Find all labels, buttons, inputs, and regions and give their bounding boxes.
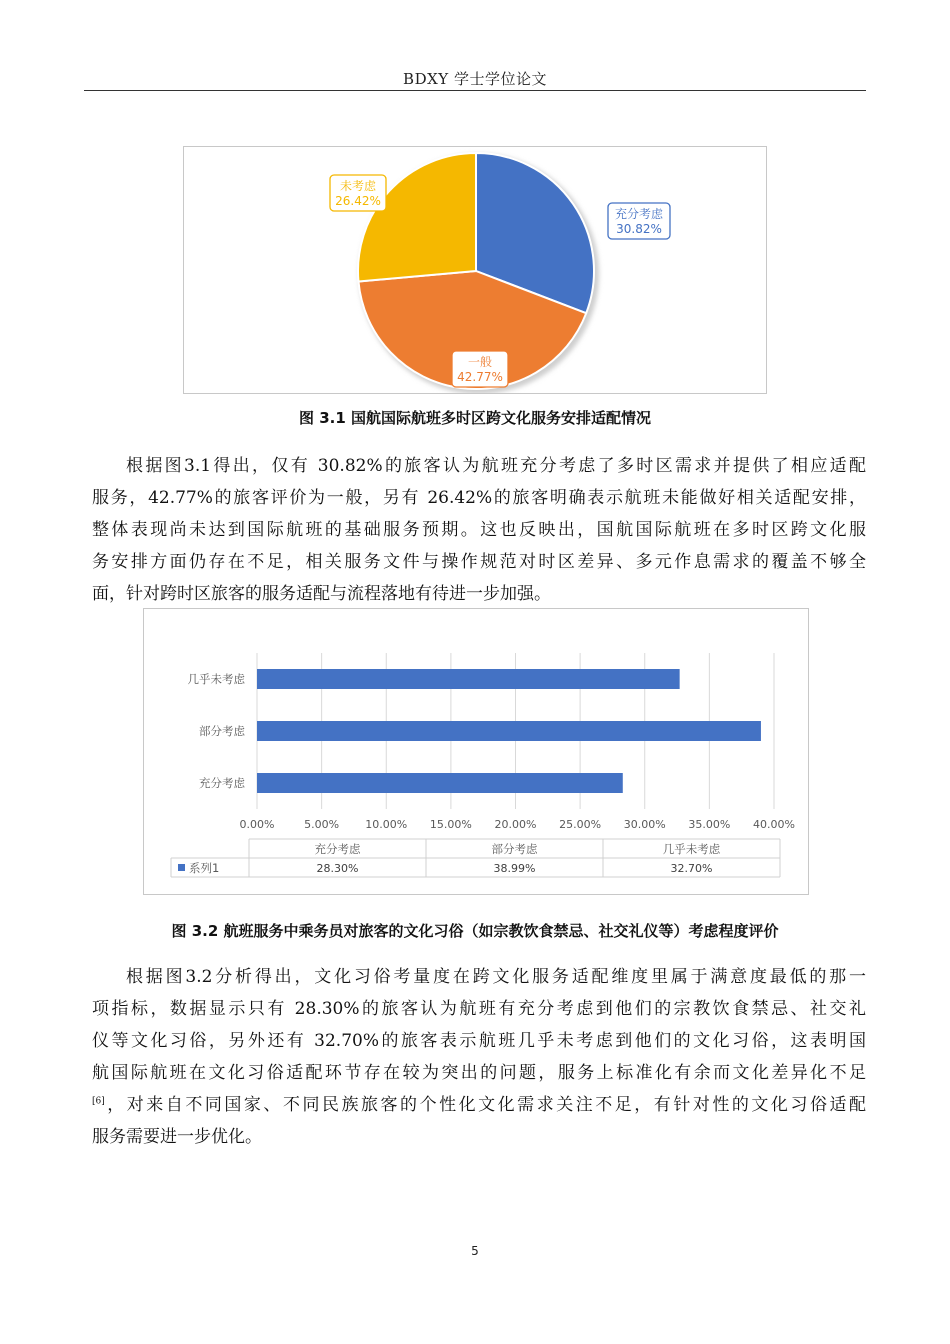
x-tick-label: 5.00% [304, 818, 340, 831]
table-value-cell: 28.30% [316, 862, 359, 875]
pie-label-value: 30.82% [616, 222, 662, 236]
paragraph-2-line [92, 1089, 866, 1121]
x-tick-label: 40.00% [753, 818, 795, 831]
paragraph-1-line: 服务，42.77%的旅客评价为一般，另有 26.42%的旅客明确表示航班未能做好相关适配安排， [92, 488, 866, 508]
table-header-cell: 部分考虑 [491, 842, 538, 856]
series-name: 系列1 [189, 861, 220, 875]
pie-label-value: 26.42% [335, 194, 381, 208]
x-tick-label: 20.00% [494, 818, 537, 831]
x-tick-label: 25.00% [559, 818, 602, 831]
paragraph-2-text: ，对来自不同国家、不同民族旅客的个性化文化需求关注不足，有针对性的文化习俗适配 [104, 1095, 866, 1115]
figure-1-caption: 图 3.1 国航国际航班多时区跨文化服务安排适配情况 [298, 409, 652, 427]
pie-label-category: 未考虑 [339, 179, 377, 193]
x-tick-label: 10.00% [365, 818, 408, 831]
header-rule [84, 90, 866, 91]
paragraph-1-line: 根据图3.1得出，仅有 30.82%的旅客认为航班充分考虑了多时区需求并提供了相应适配 [126, 456, 866, 476]
paragraph-1-line: 整体表现尚未达到国际航班的基础服务预期。这也反映出，国航国际航班在多时区跨文化服 [92, 520, 866, 540]
legend-key-square [178, 864, 185, 871]
bar [257, 721, 761, 741]
header-title: BDXY 学士学位论文 [403, 70, 547, 88]
x-tick-label: 15.00% [429, 818, 472, 831]
table-value-cell: 38.99% [493, 862, 536, 875]
citation-ref: [6] [92, 1096, 105, 1107]
paragraph-1-line: 务安排方面仍存在不足，相关服务文件与操作规范对时区差异、多元作息需求的覆盖不够全 [92, 552, 866, 572]
table-header-cell: 充分考虑 [314, 842, 361, 856]
pie-data-label [452, 351, 508, 387]
paragraph-1 [92, 450, 866, 610]
bar [257, 773, 623, 793]
x-tick-label: 30.00% [623, 818, 666, 831]
table-header-cell: 几乎未考虑 [662, 842, 721, 856]
x-tick-label: 0.00% [239, 818, 275, 831]
pie-data-label [608, 203, 670, 239]
paragraph-2 [92, 961, 866, 1153]
pie-label-category: 一般 [467, 355, 493, 369]
figure-2-caption: 图 3.2 航班服务中乘务员对旅客的文化习俗（如宗教饮食禁忌、社交礼仪等）考虑程度评价 [171, 922, 779, 940]
paragraph-1-line: 面，针对跨时区旅客的服务适配与流程落地有待进一步加强。 [92, 584, 551, 604]
pie-label-value: 42.77% [457, 370, 503, 384]
table-value-cell: 32.70% [670, 862, 713, 875]
paragraph-2-line: 仪等文化习俗，另外还有 32.70%的旅客表示航班几乎未考虑到他们的文化习俗，这表明国 [92, 1031, 866, 1051]
pie-slice [358, 153, 476, 281]
paragraph-2-line: 服务需要进一步优化。 [92, 1127, 262, 1147]
x-tick-label: 35.00% [688, 818, 731, 831]
y-category-label: 充分考虑 [199, 776, 245, 790]
page-number: 5 [471, 1244, 479, 1258]
figure-1-pie-chart [183, 146, 767, 394]
pie-data-label [330, 175, 386, 211]
y-category-label: 部分考虑 [199, 724, 245, 738]
pie-chart-svg [184, 147, 766, 393]
bar-chart-svg [144, 609, 808, 894]
figure-2-bar-chart [143, 608, 809, 895]
paragraph-2-line: 项指标，数据显示只有 28.30%的旅客认为航班有充分考虑到他们的宗教饮食禁忌、社交礼 [92, 999, 866, 1019]
y-category-label: 几乎未考虑 [187, 672, 245, 686]
bar [257, 669, 680, 689]
pie-label-category: 充分考虑 [614, 207, 664, 221]
paragraph-2-line: 航国际航班在文化习俗适配环节存在较为突出的问题，服务上标准化有余而文化差异化不足 [92, 1063, 866, 1083]
paragraph-2-line: 根据图3.2分析得出，文化习俗考量度在跨文化服务适配维度里属于满意度最低的那一 [126, 967, 866, 987]
